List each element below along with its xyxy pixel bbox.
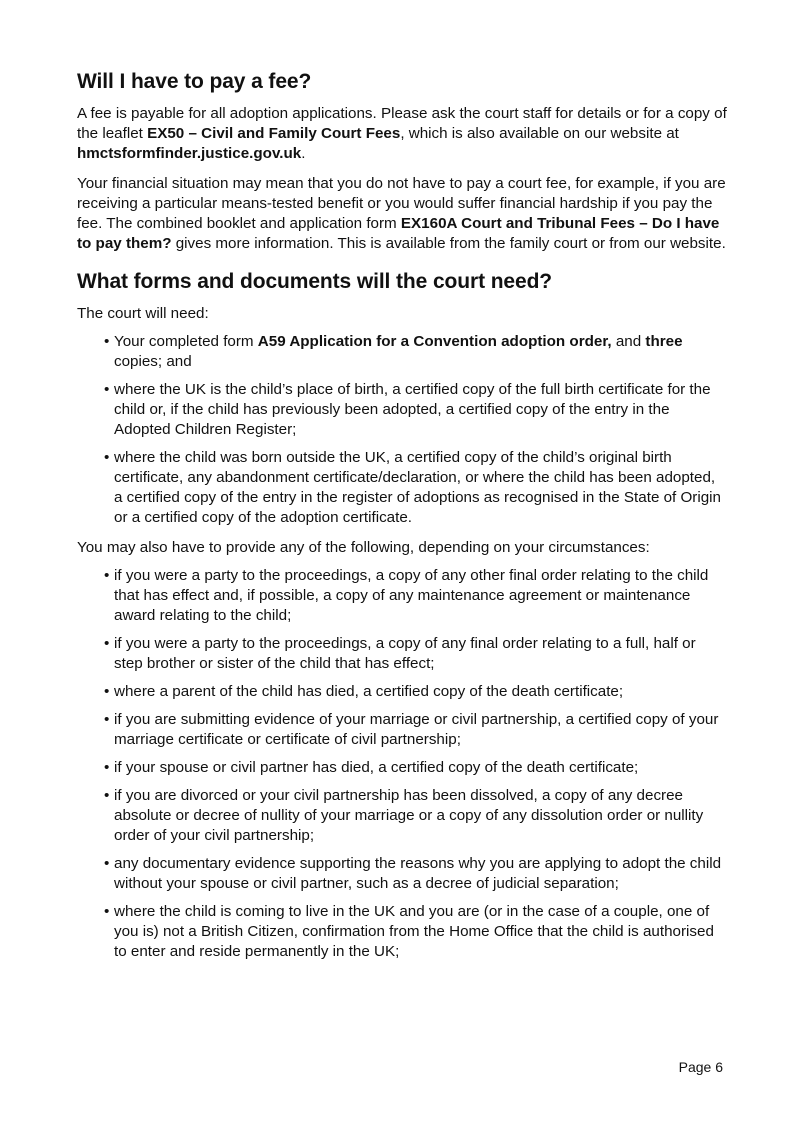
list-item: [104, 380, 727, 440]
list-item: • if you were a party to the proceedings, a copy of any other final order relating to the child that has effect and, if possible, a copy of any maintenance agreement or maintenance award relating to the child;: [104, 566, 727, 626]
fee-p2-text-1: Your financial situation may mean that you do not have to pay a court fee, for example, if you are receiving a particular means-tested benefit or you would suffer financial hardship if you pay the fee. The combined booklet and application form: [77, 175, 726, 232]
document-page: [77, 66, 727, 972]
fee-paragraph-1: [77, 104, 727, 164]
additional-documents-list: [77, 566, 727, 962]
list-item: • if your spouse or civil partner has died, a certified copy of the death certificate;: [104, 758, 727, 778]
list-item: • if you are divorced or your civil partnership has been dissolved, a copy of any decree absolute or decree of nullity of your marriage or a copy of any dissolution order or nullity order of your civil partnership;: [104, 786, 727, 846]
list-item: [104, 332, 727, 372]
list-item: • any documentary evidence supporting the reasons why you are applying to adopt the child without your spouse or civil partner, such as a decree of judicial separation;: [104, 854, 727, 894]
copies-count: three: [645, 333, 683, 350]
fee-p1-text-3: .: [301, 145, 306, 162]
fee-website: hmctsformfinder.justice.gov.uk: [77, 145, 302, 162]
list-item: • where the child is coming to live in the UK and you are (or in the case of a couple, one of you is) not a British Citizen, confirmation from the Home Office that the child is authorised to enter and reside permanently in the UK;: [104, 902, 727, 962]
list-item-text: and: [611, 333, 646, 350]
form-a59-title: A59 Application for a Convention adoption order,: [257, 333, 612, 350]
fee-p1-text-2: , which is also available on our website at: [400, 125, 679, 142]
court-needs-list: [77, 332, 727, 528]
fee-leaflet-title: EX50 – Civil and Family Court Fees: [147, 125, 401, 142]
also-intro: You may also have to provide any of the following, depending on your circumstances:: [77, 539, 650, 556]
fee-paragraph-2: [77, 174, 727, 254]
list-item: • if you were a party to the proceedings, a copy of any final order relating to a full, half or step brother or sister of the child that has effect;: [104, 634, 727, 674]
list-item: [104, 448, 727, 528]
list-item-text: copies; and: [114, 353, 192, 370]
fee-p1-text-1: A fee is payable for all adoption applications. Please ask the court staff for details or for a copy of the leaflet: [77, 105, 727, 142]
list-item: • if you are submitting evidence of your marriage or civil partnership, a certified copy of your marriage certificate or certificate of civil partnership;: [104, 710, 727, 750]
forms-heading: What forms and documents will the court need?: [77, 270, 553, 293]
list-item-text: where the UK is the child’s place of birth, a certified copy of the full birth certificate for the child or, if the child has previously been adopted, a certified copy of the entry in the Adopted Children Register;: [114, 381, 711, 438]
list-item: • where a parent of the child has died, a certified copy of the death certificate;: [104, 682, 727, 702]
fee-p2-text-2: gives more information. This is available from the family court or from our website.: [171, 235, 726, 252]
list-item-text: Your completed form: [114, 333, 258, 350]
page-number: Page 6: [678, 1059, 723, 1075]
fee-form-title: EX160A Court and Tribunal Fees – Do I have to pay them?: [77, 215, 720, 252]
forms-intro: The court will need:: [77, 305, 209, 322]
list-item-text: where the child was born outside the UK, a certified copy of the child’s original birth certificate, any abandonment certificate/declaration, or where the child has been adopted, a certified copy of the entry in the register of adoptions as recognised in the State of Origin or a certified copy of the adoption certificate.: [114, 449, 722, 526]
fee-heading: Will I have to pay a fee?: [77, 70, 312, 93]
